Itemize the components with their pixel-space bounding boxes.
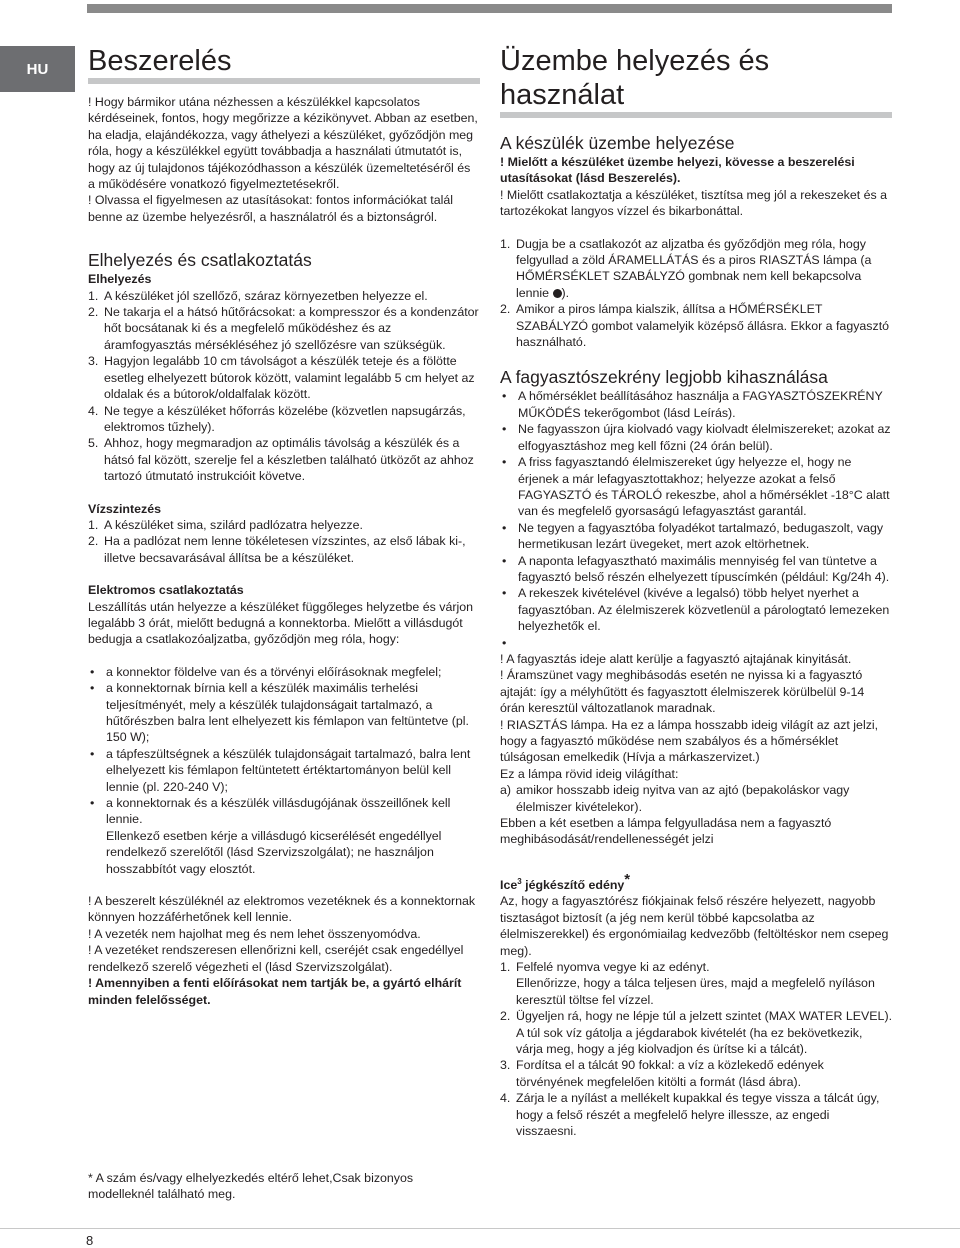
best-use-heading: A fagyasztószekrény legjobb kihasználása	[500, 367, 828, 388]
usage-title: Üzembe helyezés és használat	[500, 44, 892, 118]
list-item: 2. Ne takarja el a hátsó hűtőrácsokat: a kompresszor és a kondenzátor hőt bocsátanak ki és a megfelelő működéshez és az áramfogyasztás mérsékléséhez jó szellőzésre van szükségük.	[88, 305, 479, 352]
list-item: • Ne tegyen a fagyasztóba folyadékot tartalmazó, bedugaszolt, vagy hermetikusan lezárt üvegeket, mert azok eltörhetnek.	[502, 520, 884, 552]
list-item: 4. Zárja le a nyílást a mellékelt kupakkal és tegye vissza a tálcát úgy, hogy a felső részét a megfelelő helyre illessze, az engedi visszaesni.	[500, 1091, 880, 1139]
list-item: 4. Ne tegye a készüléket hőforrás közelébe (közvetlen napsugárzás, elektromos tűzhely).	[88, 403, 466, 434]
language-label: HU	[26, 60, 49, 78]
ice-intro: Az, hogy a fagyasztórész fiókjainak felső részére helyezett, nagyobb tisztaságot biztosít (a jég nem kerül többé kapcsolatba az élelmiszerekkel) és ergonómiailag kedvezőbb (feltöltéskor nem csepeg meg).	[500, 894, 889, 958]
placement-heading: Elhelyezés és csatlakoztatás	[88, 250, 312, 271]
electric-intro: Leszállítás után helyezze a készüléket függőleges helyzetbe és várjon legalább 3 órát, mielőtt bedugná a konnektorba. Mielőtt a villásdugót bedugja a csatlakozóaljzatba, győződjön meg róla, hogy:	[88, 599, 474, 647]
list-item: • A hőmérséklet beállításához használja a FAGYASZTÓSZEKRÉNY MŰKÖDÉS tekerőgombot (lásd Leírás).	[502, 389, 883, 420]
right-column	[500, 44, 892, 1139]
list-item: 2. Ha a padlózat nem lenne tökéletesen vízszintes, az első lábak ki-, illetve becsavarásával állítsa be a készüléket.	[88, 534, 466, 565]
note-text: Ez a lámpa rövid ideig világíthat:	[500, 766, 679, 781]
list-item: 5. Ahhoz, hogy megmaradjon az optimális távolság a készülék és a hátsó fal között, szerelje fel a készletben található ütközőt az ahhoz tartozó útmutató instrukcióit követve.	[88, 436, 474, 484]
intro-paragraph: ! Olvassa el figyelmesen az utasításokat: fontos információkat talál benne az üzembe helyezésről, a használatról és a biztonságról.	[88, 193, 454, 224]
list-item: • a konnektornak és a készülék villásdugójának összeillőnek kell lennie.	[90, 796, 451, 827]
list-item: •	[502, 635, 507, 650]
list-item: • Ne fagyasszon újra kiolvadó vagy kiolvadt élelmiszereket; azokat az elfogyasztáshoz meg kell főzni (24 órán belül).	[502, 422, 891, 453]
electric-subheading: Elektromos csatlakoztatás	[88, 583, 244, 598]
left-column	[88, 44, 480, 1008]
electric-bullets	[88, 664, 480, 828]
start-list	[500, 236, 892, 351]
warning-text: ! A vezeték nem hajolhat meg és nem lehet összenyomódva.	[88, 926, 421, 941]
black-dot-icon	[553, 289, 562, 298]
list-item: 3. Hagyjon legalább 10 cm távolságot a készülék teteje és a fölötte esetleg elhelyezett bútorok között, valamint legalább 5 cm helyet az oldalak és a bútorok/oldalfalak között.	[88, 354, 475, 402]
list-item: • a konnektor földelve van és a törvényi előírásoknak megfelel;	[90, 664, 442, 679]
leveling-subheading: Vízszintezés	[88, 501, 161, 516]
installation-title: Beszerelés	[88, 44, 480, 84]
start-note: ! Mielőtt csatlakoztatja a készüléket, tisztítsa meg jól a rekeszeket és a tartozékokat langyos vízzel és bikarbonáttal.	[500, 187, 888, 219]
best-use-bullets	[500, 388, 892, 651]
list-item: • A naponta lefagyasztható maximális mennyiség fel van tüntetve a fagyasztó belső részén elhelyezett típuscímkén (például: Kg/24h 4).	[502, 553, 890, 584]
start-heading: A készülék üzembe helyezése	[500, 133, 735, 153]
note-text: ! RIASZTÁS lámpa. Ha ez a lámpa hosszabb ideig világít az azt jelzi, hogy a fagyasztó működése nem szabályos és a hőmérséklet túlságosan emelkedik (Hívja a márkaszervizet.)	[500, 717, 879, 765]
list-item: 2. Ügyeljen rá, hogy ne lépje túl a jelzett szintet (MAX WATER LEVEL). A túl sok víz gátolja a jégdarabok kivételét (ha ez bekövetkezik, várja meg, hogy a jég kiolvadjon és ürítse ki a tálcát).	[500, 1009, 893, 1057]
list-item: 3. Fordítsa el a tálcát 90 fokkal: a víz a közlekedő edények törvényének megfelelően kitölti a formát (lásd ábra).	[500, 1058, 824, 1089]
electric-note: Ellenkező esetben kérje a villásdugó kicserélését engedéllyel rendelkező szerelőtől (lásd Szervizszolgálat); ne használjon hosszabbítót vagy elosztót.	[106, 828, 442, 876]
list-item: 1. A készüléket jól szellőző, száraz környezetben helyezze el.	[88, 288, 428, 303]
list-item: 1. A készüléket sima, szilárd padlózatra helyezze.	[88, 517, 363, 532]
note-text: ! Áramszünet vagy meghibásodás esetén ne nyissa ki a fagyasztó ajtaját: így a mélyhűtött és fagyasztott élelmiszerek körülbelül 9-14 órán keresztül változatlanok maradnak.	[500, 668, 865, 716]
list-item: • a tápfeszültségnek a készülék tulajdonságait tartalmazó, balra lent elhelyezett kis fémlapon feltüntetett értéktartományon belül kell lennie (pl. 220-240 V);	[90, 746, 471, 794]
list-item: a) amikor hosszabb ideig nyitva van az ajtó (bepakoláskor vagy élelmiszer kivételekor).	[500, 783, 850, 814]
language-tab	[0, 46, 75, 92]
warning-text: ! A vezetéket rendszeresen ellenőrizni kell, cseréjét csak engedéllyel rendelkező szerelő végezheti el (lásd Szervizszolgálat).	[88, 943, 464, 974]
leveling-list	[88, 517, 480, 566]
page-number: 8	[86, 1233, 94, 1248]
list-item: • A friss fagyasztandó élelmiszereket úgy helyezze el, hogy ne érjenek a már lefagyasztottakhoz; helyezze azokat a felső FAGYASZTÓ és TÁROLÓ rekeszbe, ahol a hőmérséklet -18°C alatt van és megfelelő gyorsaságú lefagyasztást garantál.	[502, 455, 890, 519]
list-item: 1. Dugja be a csatlakozót az aljzatba és győződjön meg róla, hogy felgyullad a zöld ÁRAMELLÁTÁS és a piros RIASZTÁS lámpa (a HŐMÉRSÉKLET SZABÁLYZÓ gombnak nem kell bekapcsolva lennie ).	[500, 236, 872, 300]
ice-heading: Ice$^3$ jégkészítő edény*	[500, 870, 631, 892]
start-warning: ! Mielőtt a készüléket üzembe helyezi, kövesse a beszerelési utasításokat (lásd Beszerelés).	[500, 155, 855, 186]
placement-subheading: Elhelyezés	[88, 272, 152, 287]
list-item: 2. Amikor a piros lámpa kialszik, állítsa a HŐMÉRSÉKLET SZABÁLYZÓ gombot valamelyik középső állásra. Ekkor a fagyasztó használható.	[500, 302, 890, 350]
placement-list	[88, 288, 480, 485]
liability-warning: ! Amennyiben a fenti előírásokat nem tartják be, a gyártó elhárít minden felelősséget.	[88, 976, 462, 1007]
footnote: * A szám és/vagy elhelyezkedés eltérő lehet,Csak bizonyos modelleknél található meg.	[88, 1171, 414, 1201]
note-text: ! A fagyasztás ideje alatt kerülje a fagyasztó ajtajának kinyitását.	[500, 651, 852, 666]
top-rule	[87, 4, 892, 13]
list-item: • a konnektornak bírnia kell a készülék maximális terhelési teljesítményét, mely a készülék tulajdonságait tartalmazó, a hűtőrészben balra lent elhelyezett kis fémlapon van feltüntetve (pl. 150 W);	[90, 681, 469, 745]
list-item: 1. Felfelé nyomva vegye ki az edényt. Ellenőrizze, hogy a tálca teljesen üres, majd a megfelelő nyíláson keresztül töltse fel vízzel.	[500, 960, 875, 1007]
ice-list	[500, 959, 892, 1139]
list-item: • A rekeszek kivételével (kivéve a legalsó) több helyet nyerhet a fagyasztóban. Az élelmiszerek közvetlenül a párologtató lemezeken helyezhetők el.	[502, 586, 890, 634]
bottom-rule	[0, 1228, 960, 1229]
warning-text: ! A beszerelt készüléknél az elektromos vezetéknek és a konnektornak könnyen hozzáférhetőnek kell lennie.	[88, 894, 476, 925]
note-text: Ebben a két esetben a lámpa felgyulladása nem a fagyasztó meghibásodását/rendellenességét jelzi	[500, 816, 832, 847]
intro-paragraph: ! Hogy bármikor utána nézhessen a készülékkel kapcsolatos kérdéseinek, fontos, hogy megőrizze a kézikönyvet. Abban az esetben, ha eladja, elajándékozza, vagy áthelyezi a készüléket, győződjön meg róla, hogy a készülékkel együtt továbbadja a használati útmutatót is, hogy az új tulajdonos tájékozódhasson a készülék üzemeltetéséről és a működésére vonatkozó figyelmeztetésekről.	[88, 95, 478, 192]
